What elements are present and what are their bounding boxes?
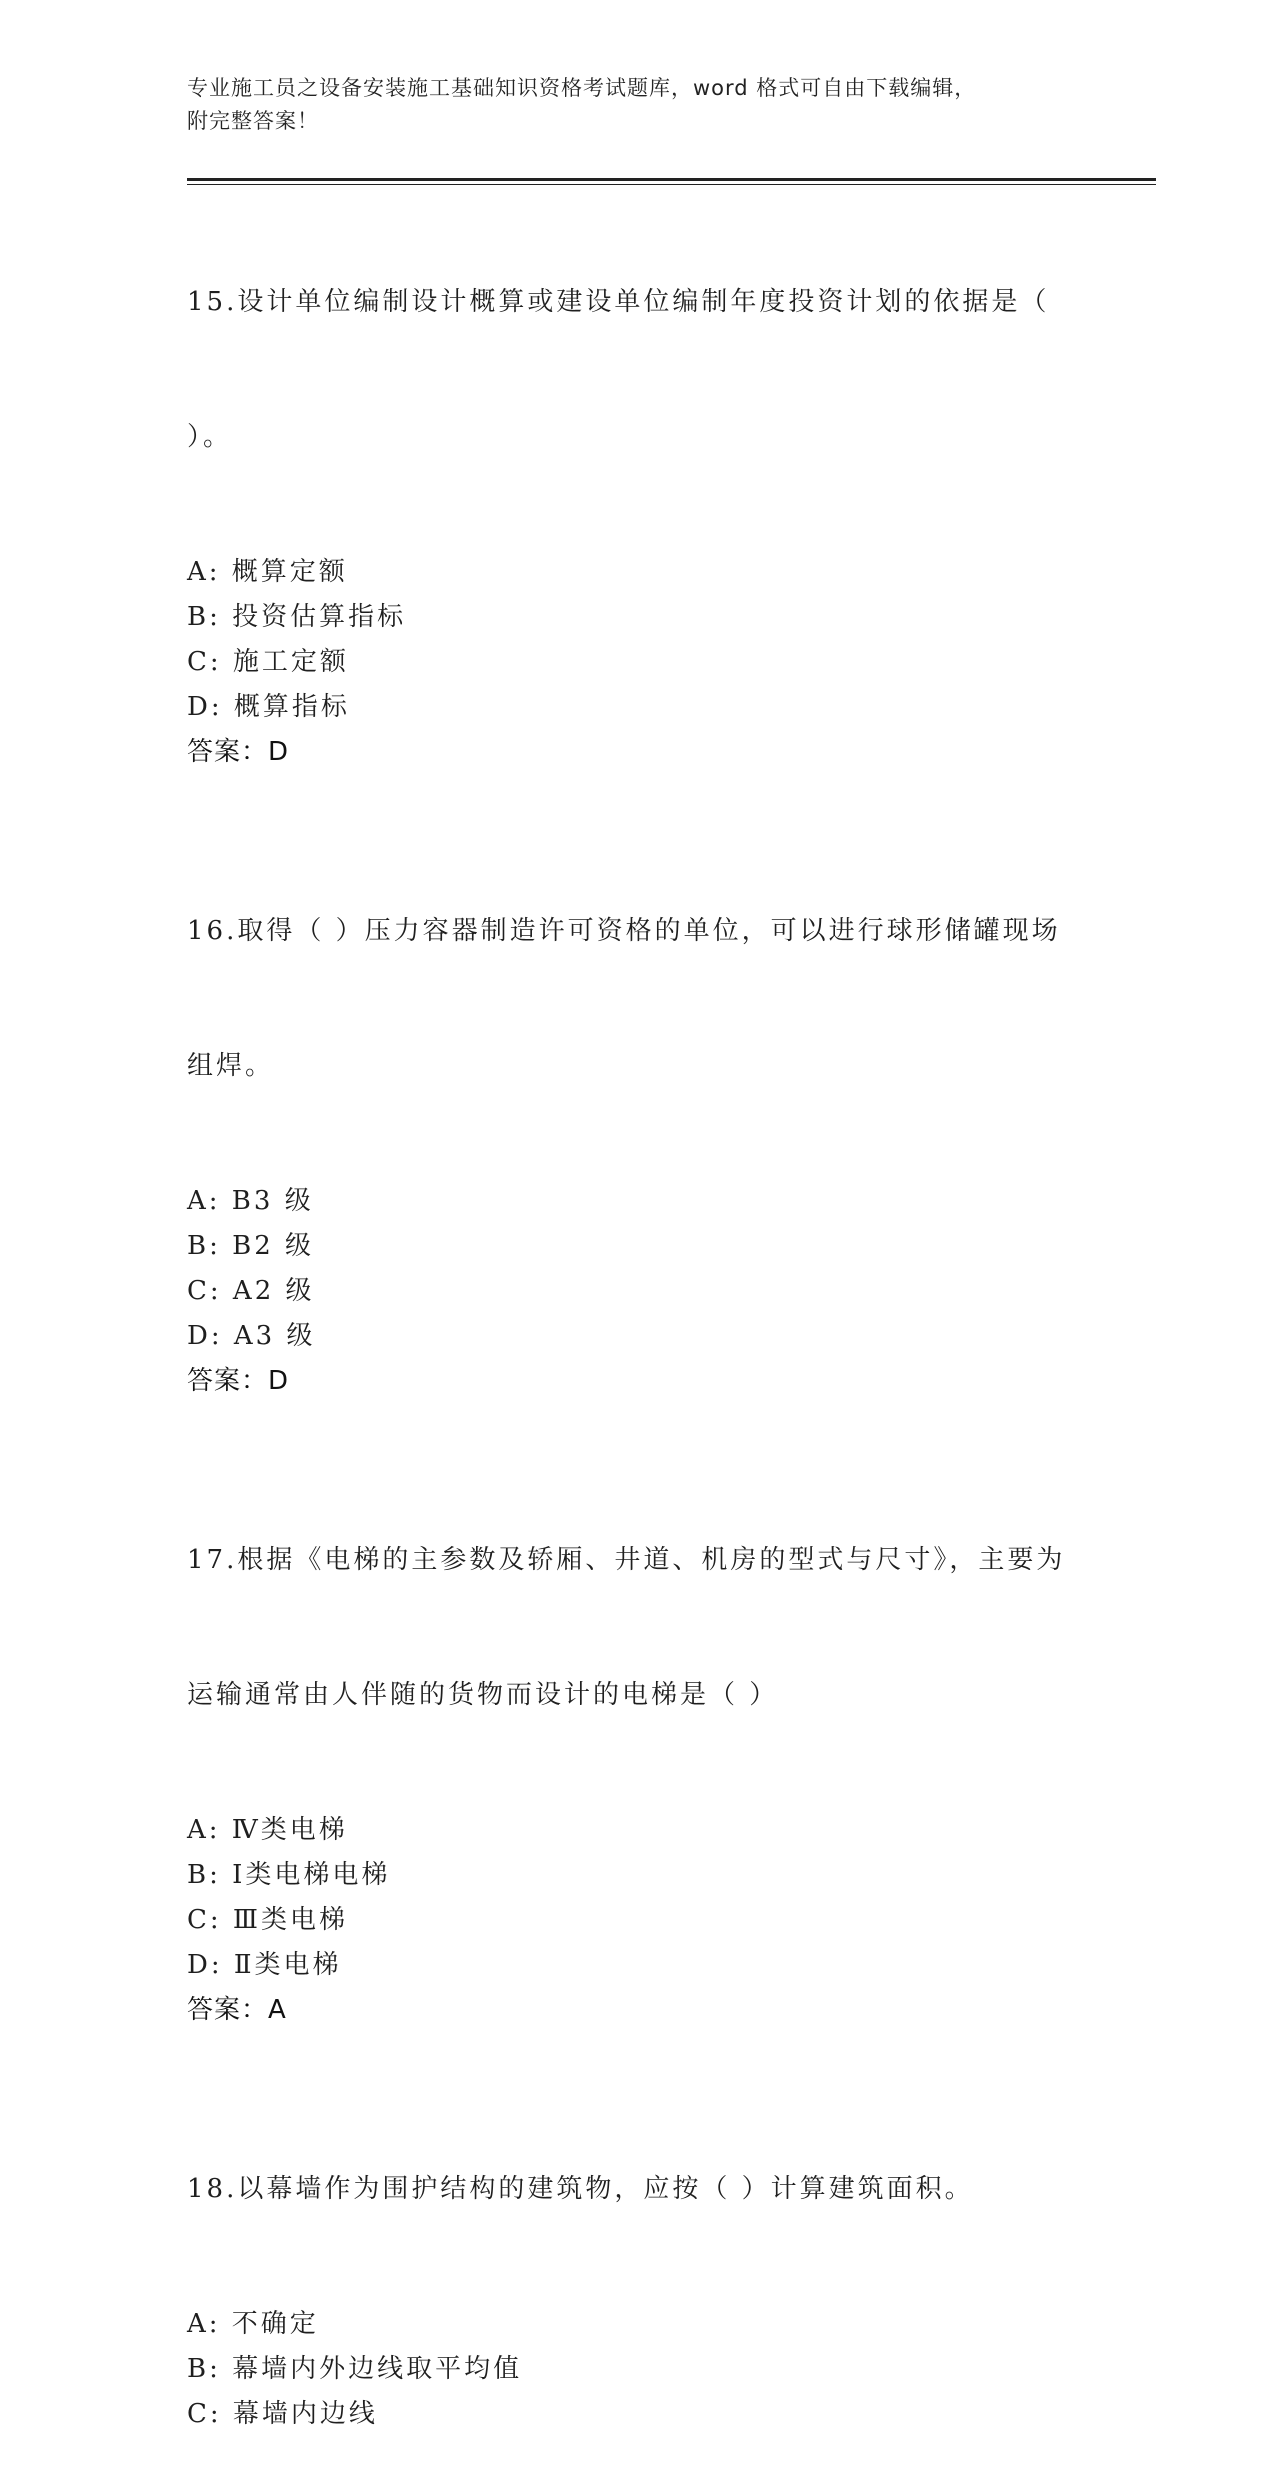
option-b: B: 幕墙内外边线取平均值 [187,2354,523,2384]
question-list [187,190,1087,2481]
header-line-2: 附完整答案！ [187,109,319,133]
question-stem-line: 运输通常由人伴随的货物而设计的电梯是（ ） [187,1680,779,1710]
question-stem [187,190,1087,550]
header-divider-thick [187,178,1156,181]
header-line-1: 专业施工员之设备安装施工基础知识资格考试题库，word 格式可自由下载编辑， [187,76,977,100]
question-stem [187,1448,1087,1808]
question-stem-line: 组焊。 [187,1051,275,1081]
answer-line: 答案：A [187,1995,287,2025]
question-stem [187,819,1087,1179]
answer-line: 答案：D [187,737,290,767]
question-stem-line: ）。 [187,422,233,452]
question-stem-line: 16.取得（ ）压力容器制造许可资格的单位，可以进行球形储罐现场 [187,916,1061,946]
option-c: C: Ⅲ类电梯 [187,1905,348,1935]
option-c: C: A2 级 [187,1276,315,1306]
option-a: A: 不确定 [187,2309,319,2339]
question-stem [187,2077,1087,2302]
option-c: C: 幕墙内边线 [187,2399,378,2429]
question-15 [187,190,1087,775]
option-b: B: B2 级 [187,1231,315,1261]
option-b: B: 投资估算指标 [187,602,407,632]
option-a: A: Ⅳ类电梯 [187,1815,348,1845]
option-d: D: 概算指标 [187,692,350,722]
option-a: A: 概算定额 [187,557,348,587]
question-stem-line: 15.设计单位编制设计概算或建设单位编制年度投资计划的依据是（ [187,287,1050,317]
option-c: C: 施工定额 [187,647,349,677]
document-header [187,72,1087,138]
question-16 [187,819,1087,1404]
answer-line: 答案：D [187,1366,290,1396]
question-stem-line: 18.以幕墙作为围护结构的建筑物，应按（ ）计算建筑面积。 [187,2174,974,2204]
option-b: B: Ⅰ类电梯电梯 [187,1860,391,1890]
header-divider-thin [187,184,1156,185]
question-17 [187,1448,1087,2033]
question-stem-line: 17.根据《电梯的主参数及轿厢、井道、机房的型式与尺寸》，主要为 [187,1545,1066,1575]
option-a: A: B3 级 [187,1186,314,1216]
question-18 [187,2077,1087,2437]
option-d: D: A3 级 [187,1321,316,1351]
option-d: D: Ⅱ类电梯 [187,1950,342,1980]
